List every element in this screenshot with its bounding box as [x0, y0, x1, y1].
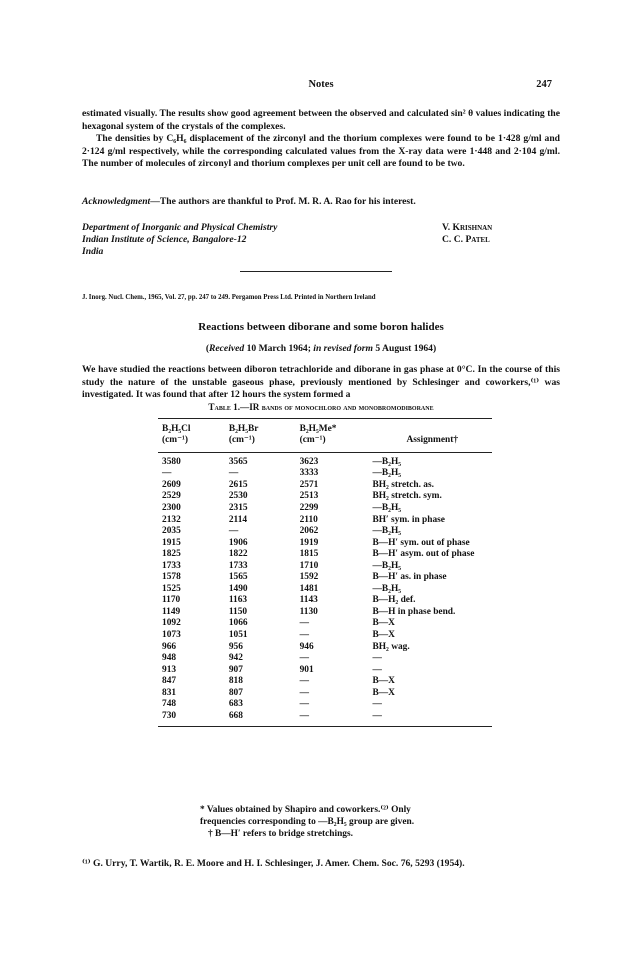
table-cell: 1066: [228, 618, 248, 629]
table-cell: 2571: [299, 479, 319, 490]
table-cell: —B₂H₅: [372, 526, 402, 537]
table-row: [158, 711, 492, 727]
table-cell: 1565: [228, 572, 248, 583]
column-header: Assignment†: [406, 435, 459, 446]
table-row: [158, 618, 492, 630]
article-title: Reactions between diborane and some boron halides: [198, 321, 444, 333]
table-cell: —: [299, 630, 309, 641]
table-cell: 1143: [299, 595, 318, 606]
table-row: [158, 452, 492, 468]
acknowledgment-lead: Acknowledgment: [82, 196, 151, 207]
table-cell: 2300: [162, 503, 181, 513]
table-row: [158, 688, 492, 700]
section-title: Notes: [308, 79, 334, 90]
table-row: [158, 526, 492, 538]
table-cell: 1592: [299, 572, 319, 583]
acknowledgment-text: —The authors are thankful to Prof. M. R. A. Rao for his interest.: [150, 196, 416, 207]
author-name: C. C. Patel: [442, 233, 490, 245]
column-header: B₂H₅Me*: [299, 424, 337, 434]
table-cell: 2110: [299, 514, 318, 525]
table-cell: 1150: [228, 606, 248, 617]
table-cell: —: [372, 653, 382, 664]
table-cell: 2114: [228, 514, 248, 525]
table-cell: 1525: [162, 583, 181, 594]
table-cell: B—H′ as. in phase: [372, 572, 447, 583]
table-row: [158, 503, 492, 515]
table-cell: 1578: [162, 572, 181, 583]
table-cell: —B₂H₅: [372, 583, 402, 594]
table-row: [158, 665, 492, 677]
table-row: [158, 468, 492, 480]
table-cell: 2299: [299, 503, 319, 513]
table-cell: 3623: [299, 456, 319, 467]
table-cell: 668: [228, 710, 243, 721]
table-cell: B—H in phase bend.: [372, 606, 456, 617]
table-footnote: † B—H′ refers to bridge stretchings.: [208, 829, 353, 839]
table-row: [158, 515, 492, 527]
table-cell: —: [299, 676, 309, 687]
table-cell: 1073: [162, 630, 181, 641]
table-cell: 807: [228, 687, 243, 698]
table-cell: 2609: [162, 479, 181, 490]
table-caption: Table 1.—IR bands of monochloro and monobromodiborane: [208, 402, 434, 412]
table-cell: BH′ sym. in phase: [372, 514, 445, 525]
revised-date: 5 August 1964: [375, 343, 433, 354]
table-cell: B—X: [372, 630, 395, 641]
table-cell: —: [372, 710, 382, 721]
ir-bands-table: [158, 418, 492, 727]
table-cell: —B₂H₅: [372, 456, 402, 467]
revised-label: in revised form: [313, 343, 373, 354]
table-cell: —: [299, 618, 309, 629]
table-footnote: frequencies corresponding to —B₂H₅ group are given.: [200, 817, 415, 827]
table-cell: 2035: [162, 526, 181, 537]
author-list: [442, 222, 492, 246]
column-header: [373, 419, 493, 436]
table-cell: 1822: [228, 549, 248, 560]
acknowledgment: [82, 196, 560, 209]
table-row: [158, 630, 492, 642]
table-cell: 748: [162, 699, 177, 710]
table-cell: 948: [162, 653, 177, 664]
table-cell: 1481: [299, 583, 319, 594]
table-row: [158, 561, 492, 573]
article-body: We have studied the reactions between diboron tetrachloride and diborane in gas phase at 0°C. In the course of this study the nature of the unstable gaseous phase, previously mentioned by Schlesinger and coworkers,⁽¹⁾ was investigated. It was found that after 12 hours the system formed a: [82, 364, 560, 401]
table-cell: 1149: [162, 606, 181, 617]
column-header: B₂H₅Cl: [162, 424, 191, 434]
reference: ⁽¹⁾ G. Urry, T. Wartik, R. E. Moore and H. I. Schlesinger, J. Amer. Chem. Soc. 76, 5293 (1954).: [82, 858, 465, 869]
table-footnote: * Values obtained by Shapiro and coworkers.⁽²⁾ Only: [200, 805, 411, 815]
table-cell: 1170: [162, 595, 181, 606]
table-cell: —: [372, 699, 382, 710]
journal-citation: J. Inorg. Nucl. Chem., 1965, Vol. 27, pp. 247 to 249. Pergamon Press Ltd. Printed in Northern Ireland: [82, 294, 376, 301]
table-cell: 2530: [228, 491, 248, 502]
table-cell: —: [162, 468, 172, 479]
table-cell: 966: [162, 641, 177, 652]
table-cell: 847: [162, 676, 177, 687]
table-row: [158, 549, 492, 561]
table-cell: —B₂H₅: [372, 503, 402, 513]
table-cell: 1733: [162, 560, 181, 571]
table-cell: BH₂ stretch. sym.: [372, 491, 442, 502]
table-cell: 1092: [162, 618, 181, 629]
table-cell: 1130: [299, 606, 318, 617]
received-dates: (Received 10 March 1964; in revised form 5 August 1964): [205, 343, 437, 354]
table-row: [158, 538, 492, 550]
section-divider: [240, 271, 392, 272]
table-cell: 946: [299, 641, 314, 652]
table-cell: B—X: [372, 676, 395, 687]
table-cell: 913: [162, 664, 177, 675]
table-cell: 3580: [162, 456, 181, 467]
table-cell: 3333: [299, 468, 319, 479]
table-cell: 901: [299, 664, 314, 675]
table-cell: 2315: [228, 503, 248, 513]
table-cell: B—H′ sym. out of phase: [372, 537, 470, 548]
table-row: [158, 653, 492, 665]
table-cell: 956: [228, 641, 243, 652]
received-date: 10 March 1964: [246, 343, 308, 354]
paragraph-results: estimated visually. The results show good agreement between the observed and calculated sin² θ values indicating the hexagonal system of the crystals of the complexes.: [82, 108, 560, 132]
table-cell: 1051: [228, 630, 248, 641]
running-head: [82, 79, 560, 93]
institute: Indian Institute of Science, Bangalore-12: [82, 233, 247, 245]
table-cell: 1163: [228, 595, 248, 606]
table-cell: 683: [228, 699, 243, 710]
table-cell: —: [299, 710, 309, 721]
table-cell: 1733: [228, 560, 248, 571]
table-cell: BH₂ stretch. as.: [372, 479, 434, 490]
page-number: 247: [536, 79, 552, 90]
table-cell: 2132: [162, 514, 181, 525]
table-cell: 1815: [299, 549, 319, 560]
table-cell: 1825: [162, 549, 181, 560]
table-cell: 818: [228, 676, 243, 687]
table-cell: B—X: [372, 618, 395, 629]
table-cell: 2529: [162, 491, 181, 502]
table-cell: B—H′ asym. out of phase: [372, 549, 475, 560]
table-cell: —: [299, 653, 309, 664]
table-cell: 942: [228, 653, 243, 664]
table-cell: —: [372, 664, 382, 675]
table-cell: 907: [228, 664, 243, 675]
column-unit: (cm⁻¹): [162, 435, 188, 446]
author-name: V. Krishnan: [442, 222, 493, 233]
received-label: Received: [209, 343, 245, 354]
table-row: [158, 584, 492, 596]
table-row: [158, 480, 492, 492]
affiliation-address: [82, 222, 277, 257]
column-unit: (cm⁻¹): [228, 435, 255, 446]
table-cell: —B₂H₅: [372, 468, 402, 479]
table-cell: 1490: [228, 583, 248, 594]
table-row: [158, 607, 492, 619]
table-row: [158, 572, 492, 584]
table-cell: B—X: [372, 687, 395, 698]
table-row: [158, 491, 492, 503]
table-cell: 1915: [162, 537, 181, 548]
table-cell: 1710: [299, 560, 319, 571]
table-cell: BH₂ wag.: [372, 641, 410, 652]
country: India: [82, 245, 104, 257]
table-cell: 730: [162, 710, 177, 721]
column-header: B₂H₅Br: [228, 424, 259, 434]
column-unit: (cm⁻¹): [299, 435, 326, 446]
table-cell: —: [228, 526, 239, 537]
table-cell: 3565: [228, 456, 248, 467]
table-cell: —: [228, 468, 239, 479]
table-row: [158, 699, 492, 711]
table-cell: 1906: [228, 537, 248, 548]
table-cell: —: [299, 687, 309, 698]
department: Department of Inorganic and Physical Chemistry: [82, 222, 278, 233]
table-cell: B—H₂ def.: [372, 595, 416, 606]
table-row: [158, 642, 492, 654]
table-cell: 2615: [228, 479, 248, 490]
table-cell: —: [299, 699, 309, 710]
table-cell: 2062: [299, 526, 319, 537]
table-cell: 1919: [299, 537, 319, 548]
table-cell: —B₂H₅: [372, 560, 402, 571]
table-row: [158, 595, 492, 607]
table-cell: 2513: [299, 491, 319, 502]
table-row: [158, 676, 492, 688]
table-cell: 831: [162, 687, 177, 698]
paragraph-densities: The densities by C₆H₆ displacement of the zirconyl and the thorium complexes were found to be 1·428 g/ml and 2·124 g/ml respectively, while the corresponding calculated values from the X-ray data were 1·448 and 2·104 g/ml. The number of molecules of zirconyl and thorium complexes per unit cell are found to be two.: [82, 133, 560, 170]
table-body: [158, 452, 492, 727]
